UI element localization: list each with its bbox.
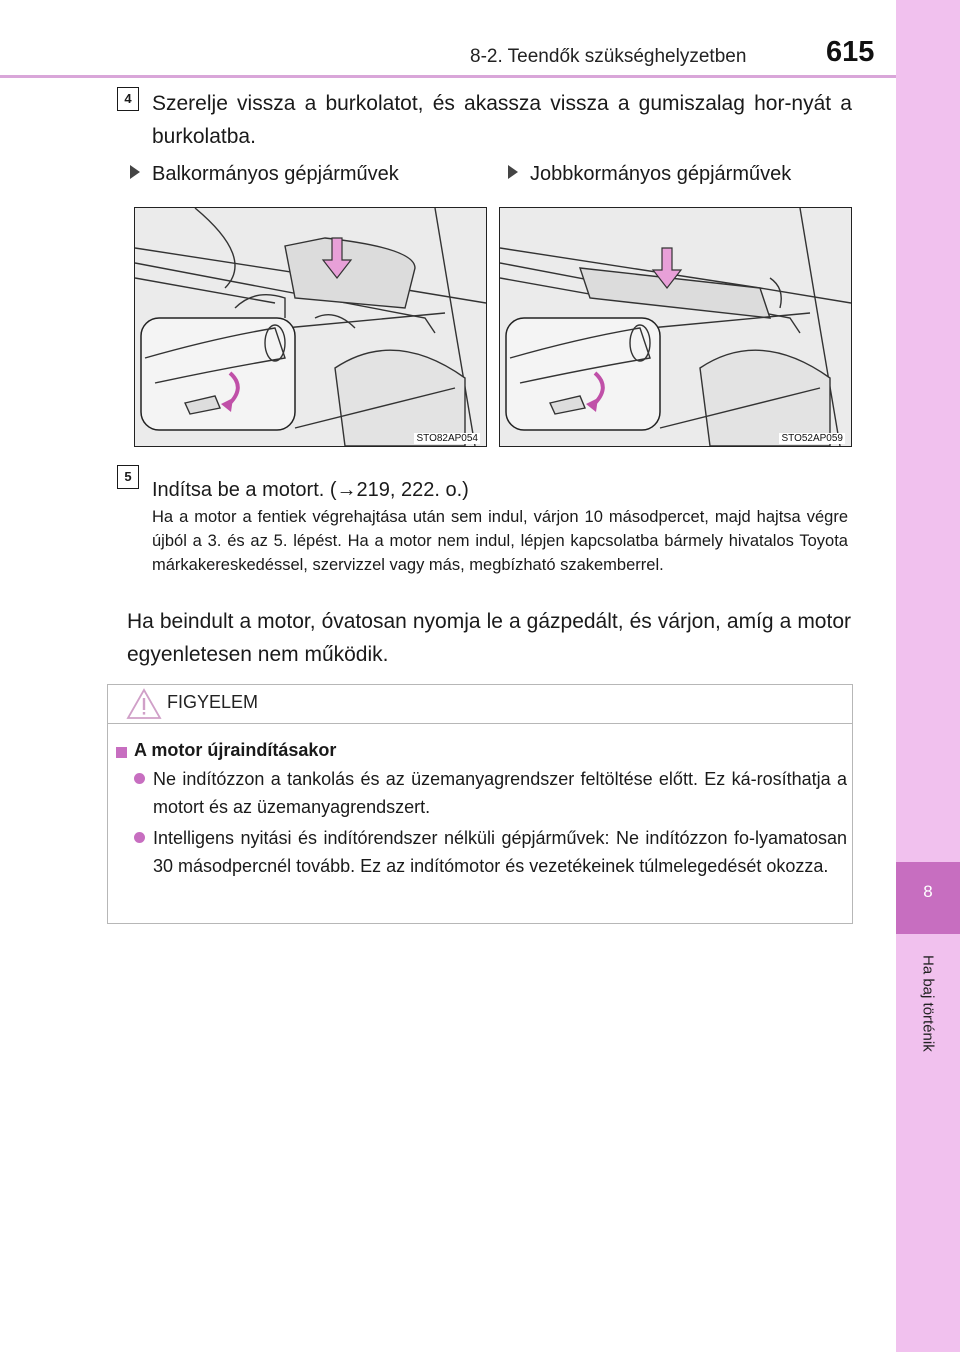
- header-rule: [0, 75, 896, 78]
- engine-bay-illustration: [135, 208, 486, 446]
- triangle-bullet-icon: [130, 165, 140, 179]
- page-number: 615: [826, 36, 875, 68]
- step-number-4: 4: [117, 87, 139, 111]
- chapter-side-strip: [896, 0, 960, 1352]
- engine-bay-illustration: [500, 208, 851, 446]
- chapter-number: 8: [923, 882, 933, 901]
- section-title: 8-2. Teendők szükséghelyzetben: [470, 46, 747, 67]
- chapter-label: [898, 955, 958, 1105]
- figure-code: STO52AP059: [781, 433, 843, 444]
- after-start-text: Ha beindult a motor, óvatosan nyomja le a gázpedált, és várjon, amíg a motor egyenletesen nem működik.: [127, 610, 851, 666]
- step-4-text: Szerelje vissza a burkolatot, és akassza vissza a gumiszalag hor-nyát a burkolatba.: [152, 92, 852, 148]
- figure-right-hand-drive: [499, 207, 852, 447]
- circle-bullet-icon: [134, 773, 145, 784]
- chapter-label-text: Ha baj történik: [919, 955, 937, 1052]
- left-label-text: Balkormányos gépjárművek: [152, 163, 399, 185]
- step-5-note: Ha a motor a fentiek végrehajtása után sem indul, várjon 10 másodpercet, majd hajtsa végre újból a 3. és az 5. lépést. Ha a motor nem indul, lépjen kapcsolatba bármely hivatalos Toyota márkakereskedéssel, szervizzel vagy más, megbízható szakemberrel.: [152, 508, 848, 574]
- right-hand-drive-label: [508, 163, 791, 186]
- circle-bullet-icon: [134, 832, 145, 843]
- figure-code: STO82AP054: [416, 433, 478, 444]
- step-5-text: Indítsa be a motort. (→219, 222. o.): [152, 479, 469, 501]
- warning-subtitle: A motor újraindításakor: [134, 740, 337, 760]
- step-number-5: 5: [117, 465, 139, 489]
- warning-title: FIGYELEM: [167, 692, 259, 712]
- warning-bullet-2: Intelligens nyitási és indítórendszer nélküli gépjárművek: Ne indítózzon fo-lyamatosan 30 másodpercnél tovább. Ez az indítómotor és vezetékeinek túlmelegedését okozza.: [153, 828, 847, 876]
- right-label-text: Jobbkormányos gépjárművek: [530, 163, 792, 185]
- warning-header-divider: [107, 723, 853, 724]
- warning-bullet-1: Ne indítózzon a tankolás és az üzemanyagrendszer feltöltése előtt. Ez ká-rosíthatja a motort és az üzemanyagrendszert.: [153, 769, 847, 817]
- square-bullet-icon: [116, 747, 127, 758]
- triangle-bullet-icon: [508, 165, 518, 179]
- warning-triangle-icon: [126, 688, 162, 725]
- left-hand-drive-label: [130, 163, 399, 186]
- figure-left-hand-drive: [134, 207, 487, 447]
